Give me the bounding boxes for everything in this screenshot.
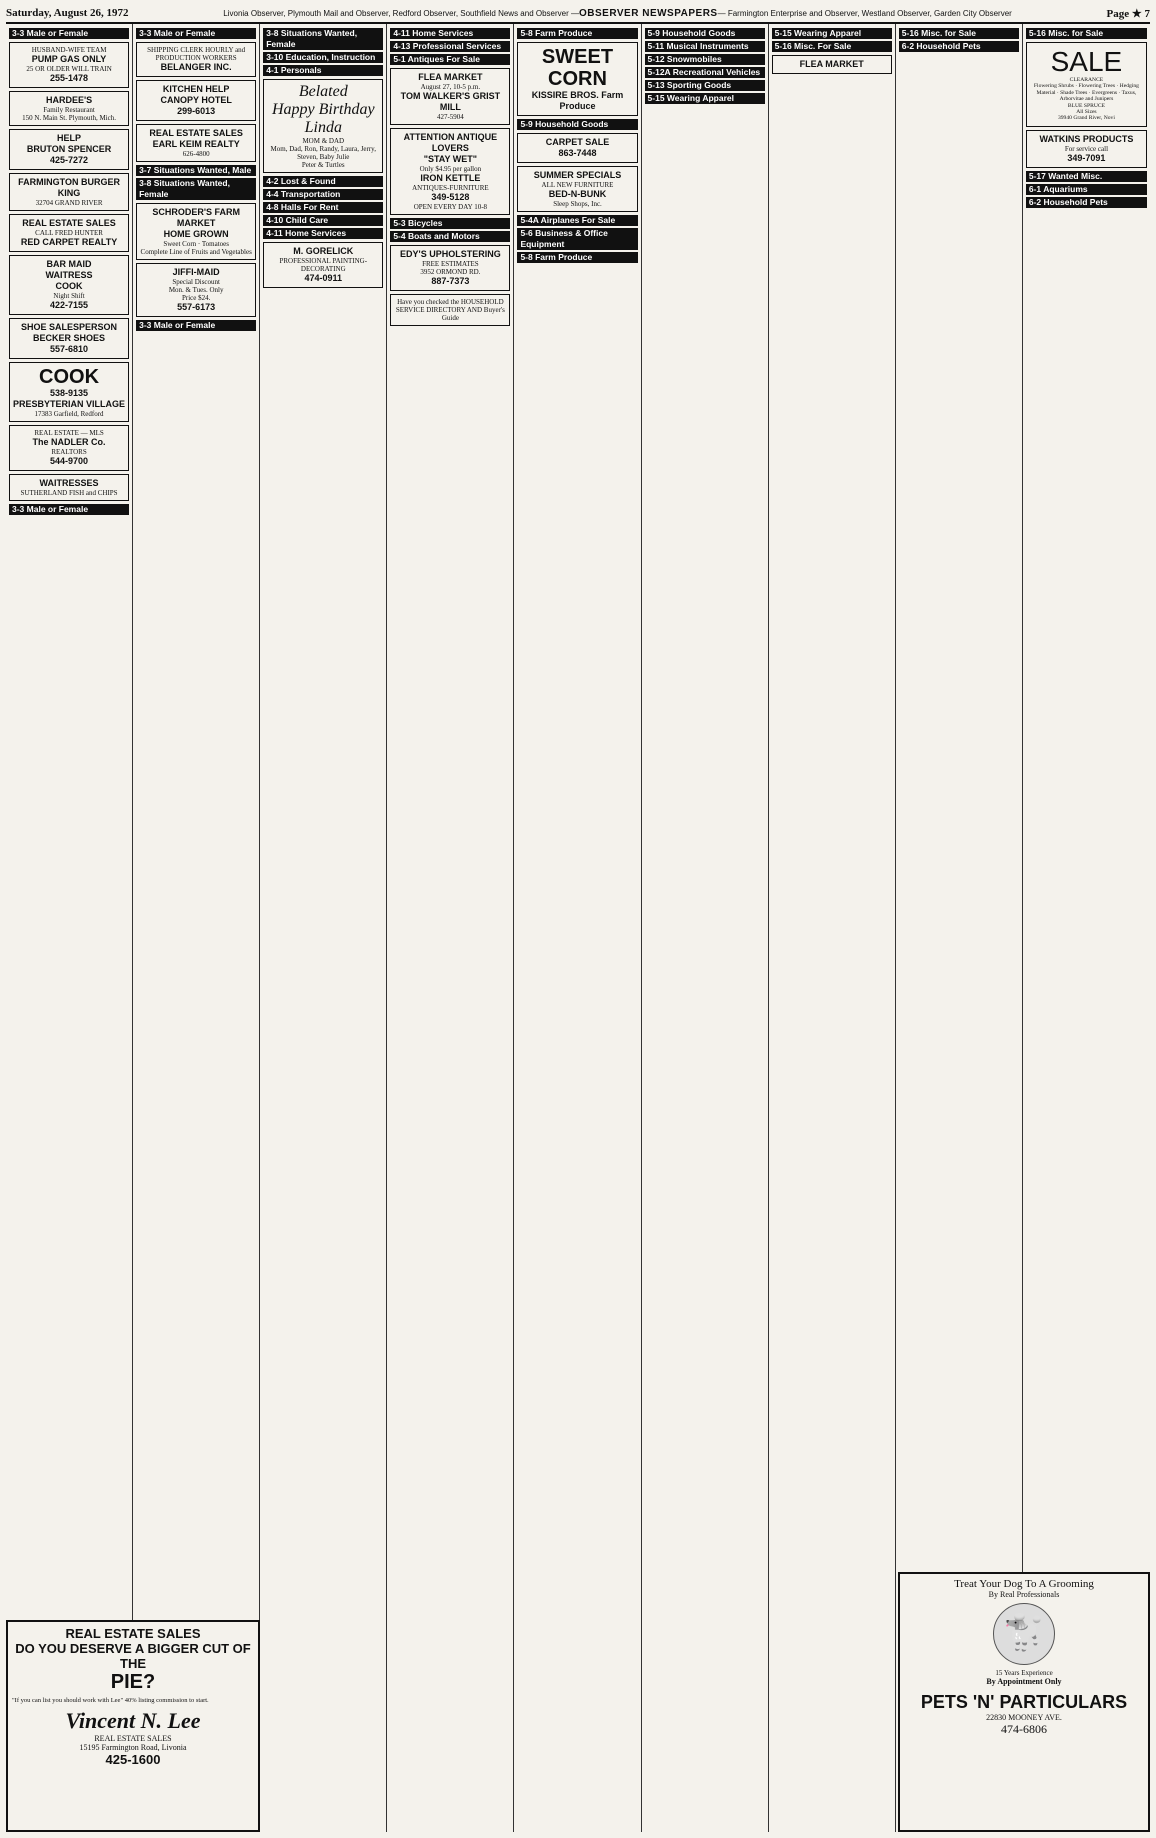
ad-earl-keim: REAL ESTATE SALES EARL KEIM REALTY 626-4800 bbox=[136, 124, 256, 162]
section-header: 5-8 Farm Produce bbox=[517, 28, 637, 39]
section-header: 5-8 Farm Produce bbox=[517, 252, 637, 263]
ad-iron-kettle: ATTENTION ANTIQUE LOVERS "STAY WET" Only $4.95 per gallon IRON KETTLE ANTIQUES-FURNITURE 349-5128 OPEN EVERY DAY 10-8 bbox=[390, 128, 510, 215]
section-header: 3-8 Situations Wanted, Female bbox=[136, 178, 256, 200]
masthead bbox=[6, 4, 1150, 24]
ad-belated-birthday: Belated Happy Birthday Linda MOM & DAD Mom, Dad, Ron, Randy, Laura, Jerry, Steven, Baby Julie Peter & Turtles bbox=[263, 79, 383, 173]
section-header: 3-10 Education, Instruction bbox=[263, 52, 383, 63]
section-header: 3-3 Male or Female bbox=[9, 504, 129, 515]
column-5 bbox=[514, 24, 641, 1832]
ad-hardees: HARDEE'S Family Restaurant 150 N. Main St. Plymouth, Mich. bbox=[9, 91, 129, 126]
section-header: 4-4 Transportation bbox=[263, 189, 383, 200]
ad-becker-shoes: SHOE SALESPERSON BECKER SHOES 557-6810 bbox=[9, 318, 129, 359]
column-3 bbox=[260, 24, 387, 1832]
ad-sutherland: WAITRESSES SUTHERLAND FISH and CHIPS bbox=[9, 474, 129, 501]
section-header: 5-9 Household Goods bbox=[517, 119, 637, 130]
issue-date: Saturday, August 26, 1972 bbox=[6, 7, 129, 19]
column-8 bbox=[896, 24, 1023, 1832]
section-header: 5-16 Misc. for Sale bbox=[899, 28, 1019, 39]
section-header: 5-3 Bicycles bbox=[390, 218, 510, 229]
ad-red-carpet: REAL ESTATE SALES CALL FRED HUNTER RED CARPET REALTY bbox=[9, 214, 129, 252]
column-2 bbox=[133, 24, 260, 1832]
ad-household-directory: Have you checked the HOUSEHOLD SERVICE DIRECTORY AND Buyer's Guide bbox=[390, 294, 510, 326]
section-header: 5-13 Sporting Goods bbox=[645, 80, 765, 91]
ad-nadler: REAL ESTATE — MLS The NADLER Co. REALTORS 544-9700 bbox=[9, 425, 129, 471]
column-6 bbox=[642, 24, 769, 1832]
section-header: 3-3 Male or Female bbox=[136, 28, 256, 39]
dog-icon: 🐩 bbox=[993, 1603, 1055, 1665]
ad-belanger: SHIPPING CLERK HOURLY and PRODUCTION WORKERS BELANGER INC. bbox=[136, 42, 256, 77]
section-header: 5-11 Musical Instruments bbox=[645, 41, 765, 52]
section-header: 3-7 Situations Wanted, Male bbox=[136, 165, 256, 176]
masthead-papers: Livonia Observer, Plymouth Mail and Observer, Redford Observer, Southfield News and Observer —OBSERVER NEWSPAPERS— Farmington Enterprise and Observer, Westland Observer, Garden City Observer bbox=[223, 7, 1012, 19]
section-header: 5-12 Snowmobiles bbox=[645, 54, 765, 65]
ad-sale-clearance: SALE CLEARANCE Flowering Shrubs · Flowering Trees · Hedging Material · Shade Trees · Evergreens · Taxus, Arborvitae and Junipers BLUE SPRUCE All Sizes 39940 Grand River, Novi bbox=[1026, 42, 1147, 127]
section-header: 4-11 Home Services bbox=[263, 228, 383, 239]
ad-sweet-corn: SWEET CORN KISSIRE BROS. Farm Produce bbox=[517, 42, 637, 116]
section-header: 5-15 Wearing Apparel bbox=[645, 93, 765, 104]
section-header: 4-10 Child Care bbox=[263, 215, 383, 226]
ad-cook-presbyterian: COOK 538-9135 PRESBYTERIAN VILLAGE 17383 Garfield, Redford bbox=[9, 362, 129, 422]
ad-help-bruton: HELP BRUTON SPENCER 425-7272 bbox=[9, 129, 129, 170]
section-header: 5-15 Wearing Apparel bbox=[772, 28, 892, 39]
section-header: 3-8 Situations Wanted, Female bbox=[263, 28, 383, 50]
section-header: 5-4A Airplanes For Sale bbox=[517, 215, 637, 226]
section-header: 6-2 Household Pets bbox=[899, 41, 1019, 52]
ad-husband-wife: HUSBAND-WIFE TEAM PUMP GAS ONLY 25 OR OLDER WILL TRAIN 255-1478 bbox=[9, 42, 129, 88]
section-header: 4-11 Home Services bbox=[390, 28, 510, 39]
section-header: 4-2 Lost & Found bbox=[263, 176, 383, 187]
ad-canopy-hotel: KITCHEN HELP CANOPY HOTEL 299-6013 bbox=[136, 80, 256, 121]
ad-vincent-lee: REAL ESTATE SALES DO YOU DESERVE A BIGGER CUT OF THE PIE? "If you can list you should work with Lee" 40% listing commission to start. Vincent N. Lee REAL ESTATE SALES 15195 Farmington Road, Livonia 425-1600 bbox=[6, 1620, 260, 1832]
section-header: 6-1 Aquariums bbox=[1026, 184, 1147, 195]
ad-gorelick: M. GORELICK PROFESSIONAL PAINTING-DECORATING 474-0911 bbox=[263, 242, 383, 288]
section-header: 5-16 Misc. for Sale bbox=[1026, 28, 1147, 39]
section-header: 3-3 Male or Female bbox=[136, 320, 256, 331]
ad-flea-market: FLEA MARKET August 27, 10-5 p.m. TOM WALKER'S GRIST MILL 427-5904 bbox=[390, 68, 510, 125]
ad-schroders: SCHRODER'S FARM MARKET HOME GROWN Sweet Corn · Tomatoes Complete Line of Fruits and Vegetables bbox=[136, 203, 256, 260]
section-header: 3-3 Male or Female bbox=[9, 28, 129, 39]
section-header: 5-4 Boats and Motors bbox=[390, 231, 510, 242]
section-header: 6-2 Household Pets bbox=[1026, 197, 1147, 208]
column-9 bbox=[1023, 24, 1150, 1832]
section-header: 5-1 Antiques For Sale bbox=[390, 54, 510, 65]
ad-burger-king: FARMINGTON BURGER KING 32704 GRAND RIVER bbox=[9, 173, 129, 211]
ad-edys-upholstering: EDY'S UPHOLSTERING FREE ESTIMATES 3952 ORMOND RD. 887-7373 bbox=[390, 245, 510, 291]
section-header: 5-12A Recreational Vehicles bbox=[645, 67, 765, 78]
section-header: 5-17 Wanted Misc. bbox=[1026, 171, 1147, 182]
column-1 bbox=[6, 24, 133, 1832]
section-header: 4-1 Personals bbox=[263, 65, 383, 76]
page-number: Page ★ 7 bbox=[1106, 7, 1150, 20]
ad-bar-maid: BAR MAID WAITRESS COOK Night Shift 422-7155 bbox=[9, 255, 129, 315]
ad-jiffi-maid: JIFFI-MAID Special Discount Mon. & Tues. Only Price $24. 557-6173 bbox=[136, 263, 256, 317]
ad-watkins: WATKINS PRODUCTS For service call 349-7091 bbox=[1026, 130, 1147, 168]
section-header: 4-8 Halls For Rent bbox=[263, 202, 383, 213]
ad-carpet-sale: CARPET SALE 863-7448 bbox=[517, 133, 637, 163]
section-header: 5-9 Household Goods bbox=[645, 28, 765, 39]
section-header: 4-13 Professional Services bbox=[390, 41, 510, 52]
section-header: 5-6 Business & Office Equipment bbox=[517, 228, 637, 250]
ad-summer-specials: SUMMER SPECIALS ALL NEW FURNITURE BED-N-BUNK Sleep Shops, Inc. bbox=[517, 166, 637, 212]
column-7 bbox=[769, 24, 896, 1832]
ad-pets-n-particulars: Treat Your Dog To A Grooming By Real Professionals 🐩 15 Years Experience By Appointment Only PETS 'N' PARTICULARS 22830 MOONEY AVE. 474-6806 bbox=[898, 1572, 1150, 1832]
column-4 bbox=[387, 24, 514, 1832]
ad-flea-market-2: FLEA MARKET bbox=[772, 55, 892, 74]
section-header: 5-16 Misc. For Sale bbox=[772, 41, 892, 52]
